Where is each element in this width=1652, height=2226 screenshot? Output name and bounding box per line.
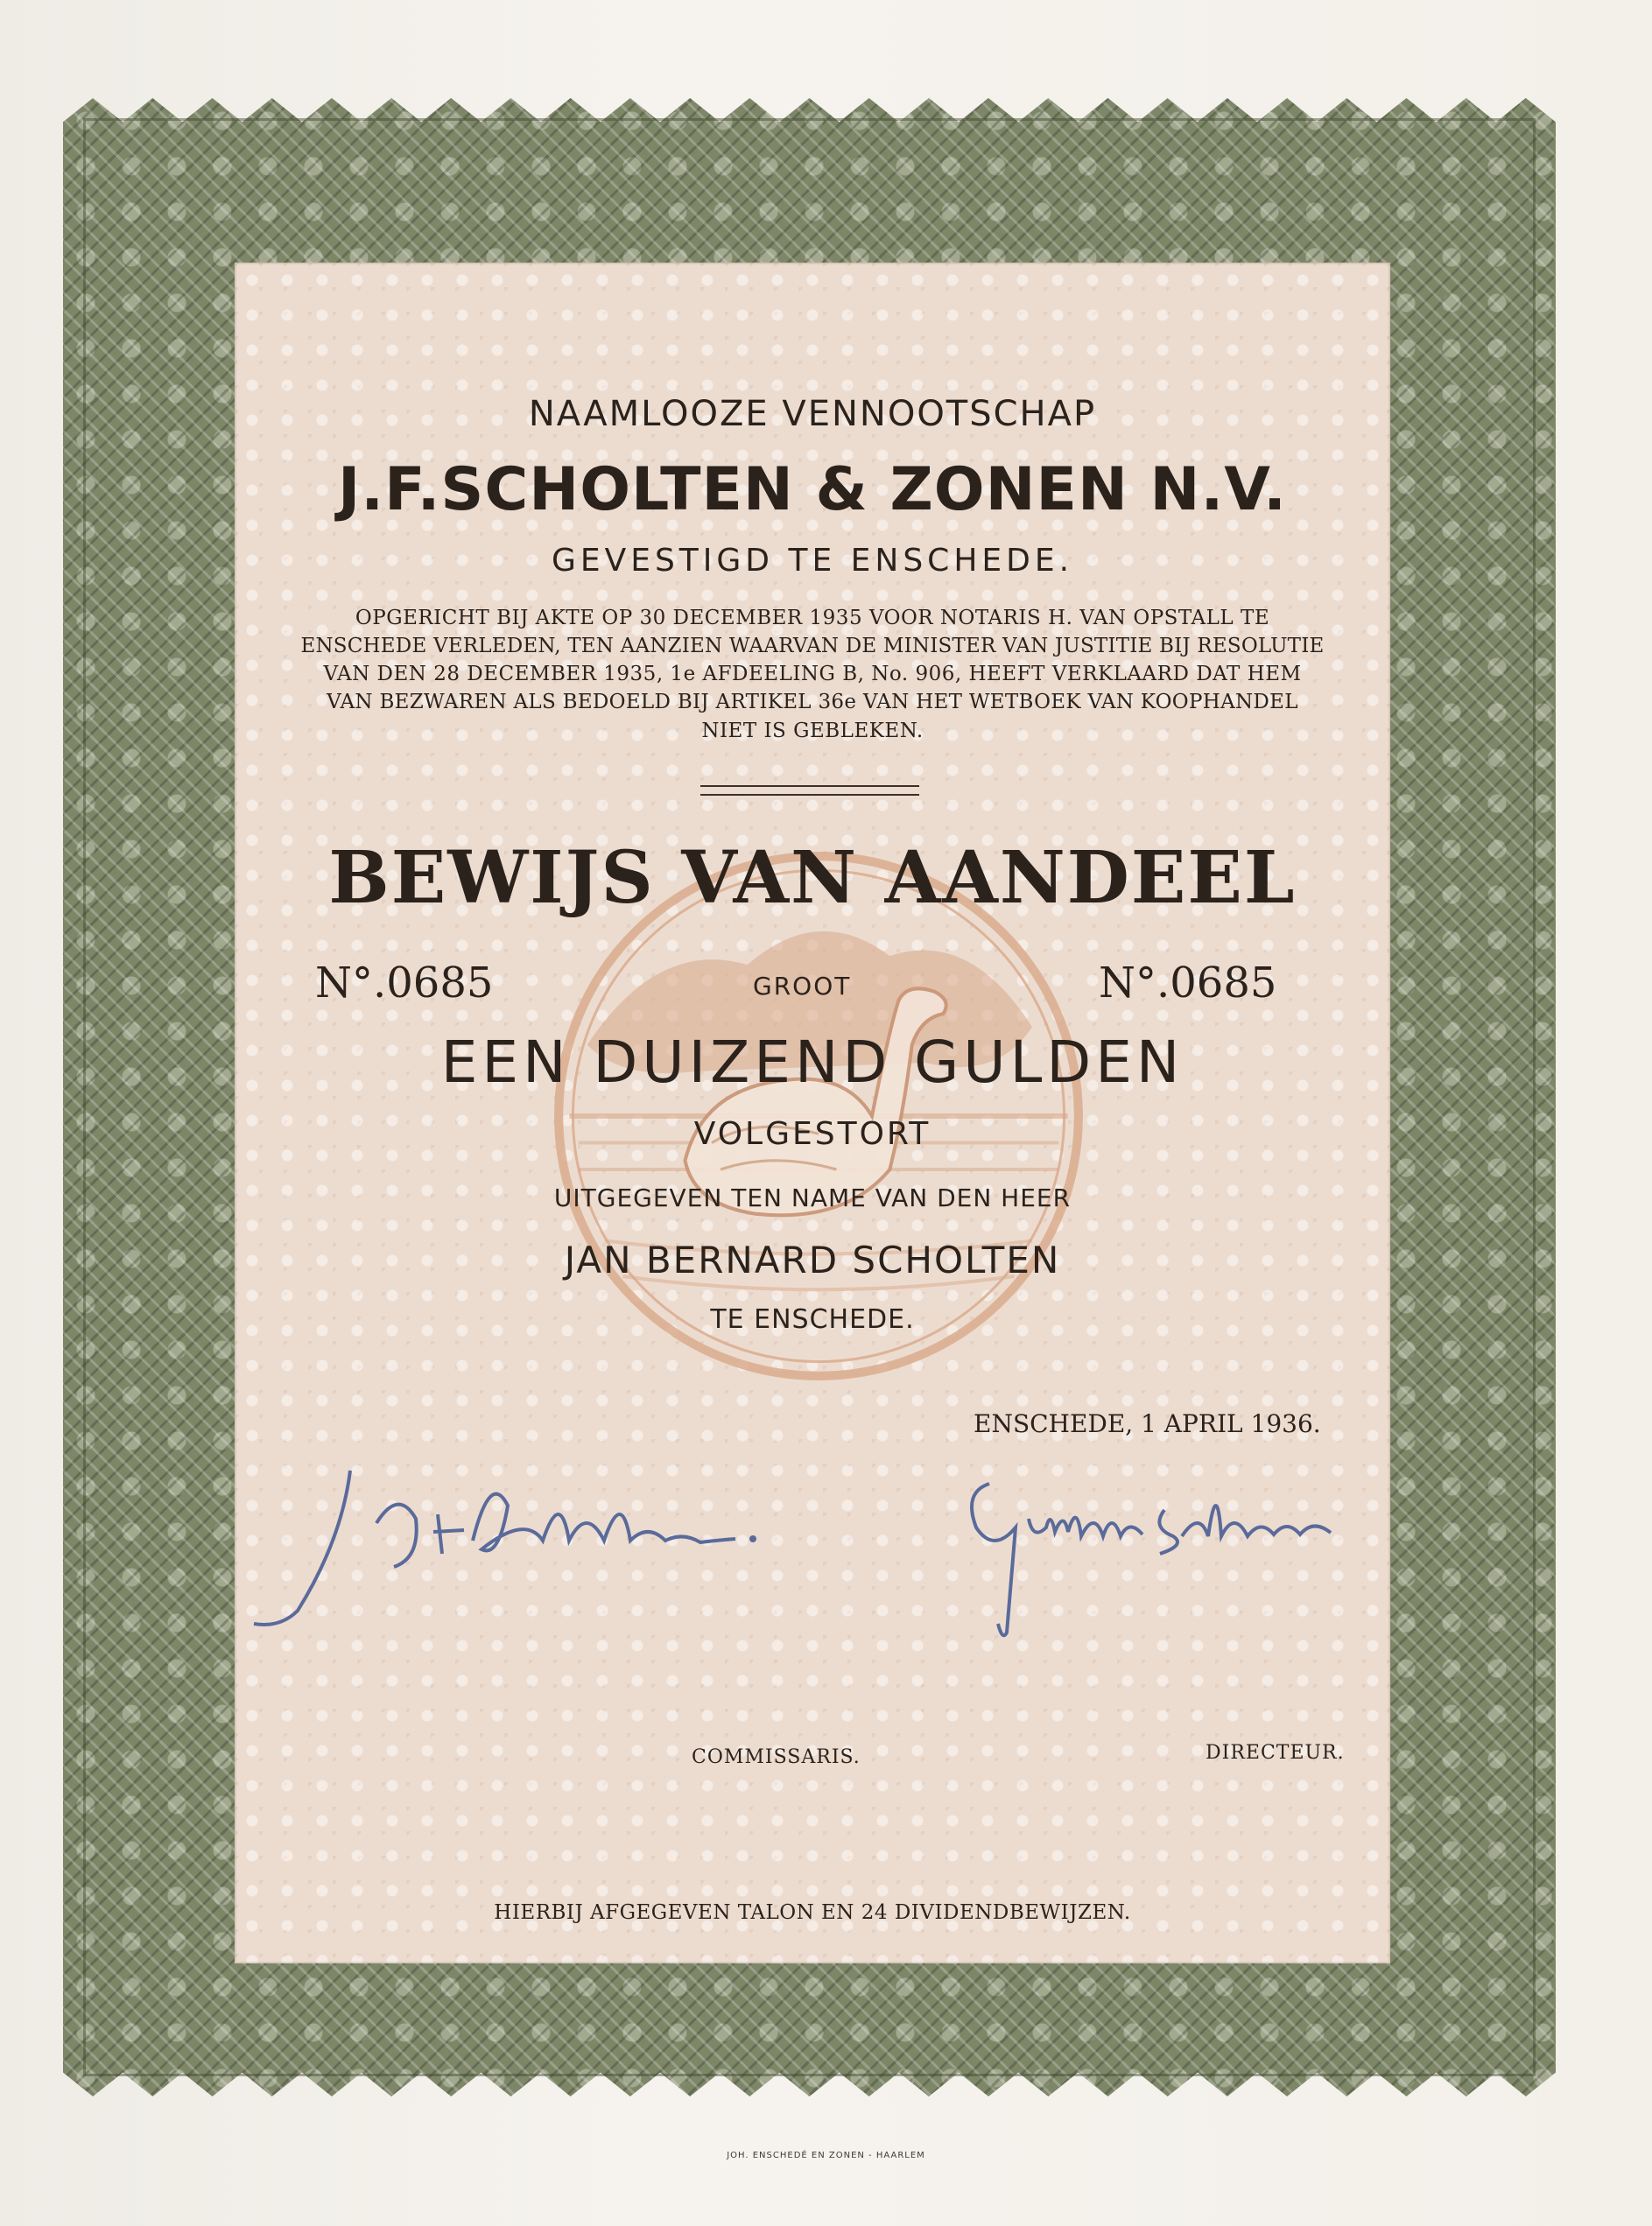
certificate-amount: EEN DUIZEND GULDEN xyxy=(440,1029,1185,1096)
company-seat: GEVESTIGD TE ENSCHEDE. xyxy=(551,543,1074,579)
divider-rule-bottom xyxy=(700,794,919,796)
certificate-status: VOLGESTORT xyxy=(693,1116,931,1152)
incorporation-line-3: VAN DEN 28 DECEMBER 1935, 1e AFDEELING B, No. 906, HEEFT VERKLAARD DAT HEM xyxy=(323,663,1302,685)
commissaris-title: COMMISSARIS. xyxy=(692,1746,861,1768)
certificate-number-left: N°.0685 xyxy=(315,959,494,1008)
holder-name: JAN BERNARD SCHOLTEN xyxy=(564,1239,1061,1282)
incorporation-line-1: OPGERICHT BIJ AKTE OP 30 DECEMBER 1935 VOOR NOTARIS H. VAN OPSTALL TE xyxy=(355,607,1270,629)
incorporation-line-2: ENSCHEDE VERLEDEN, TEN AANZIEN WAARVAN DE MINISTER VAN JUSTITIE BIJ RESOLUTIE xyxy=(300,635,1325,657)
issue-date: ENSCHEDE, 1 APRIL 1936. xyxy=(974,1409,1321,1438)
directeur-title: DIRECTEUR. xyxy=(1206,1742,1345,1764)
incorporation-line-5: NIET IS GEBLEKEN. xyxy=(701,720,924,742)
certificate-title: BEWIJS VAN AANDEEL xyxy=(328,836,1297,920)
certificate-number-right: N°.0685 xyxy=(1099,959,1277,1008)
signature-right xyxy=(954,1457,1366,1650)
divider-rule-top xyxy=(700,785,919,787)
company-type: NAAMLOOZE VENNOOTSCHAP xyxy=(528,394,1097,434)
issued-to-label: UITGEGEVEN TEN NAME VAN DEN HEER xyxy=(553,1183,1072,1212)
signature-left xyxy=(245,1436,770,1637)
holder-place: TE ENSCHEDE. xyxy=(710,1304,915,1335)
groot-label: GROOT xyxy=(753,972,852,1001)
company-name: J.F.SCHOLTEN & ZONEN N.V. xyxy=(338,455,1287,524)
printer-imprint: JOH. ENSCHEDÉ EN ZONEN - HAARLEM xyxy=(727,2151,925,2160)
incorporation-line-4: VAN BEZWAREN ALS BEDOELD BIJ ARTIKEL 36e VAN HET WETBOEK VAN KOOPHANDEL xyxy=(327,691,1298,713)
footer-note: HIERBIJ AFGEGEVEN TALON EN 24 DIVIDENDBEWIJZEN. xyxy=(494,1901,1131,1924)
